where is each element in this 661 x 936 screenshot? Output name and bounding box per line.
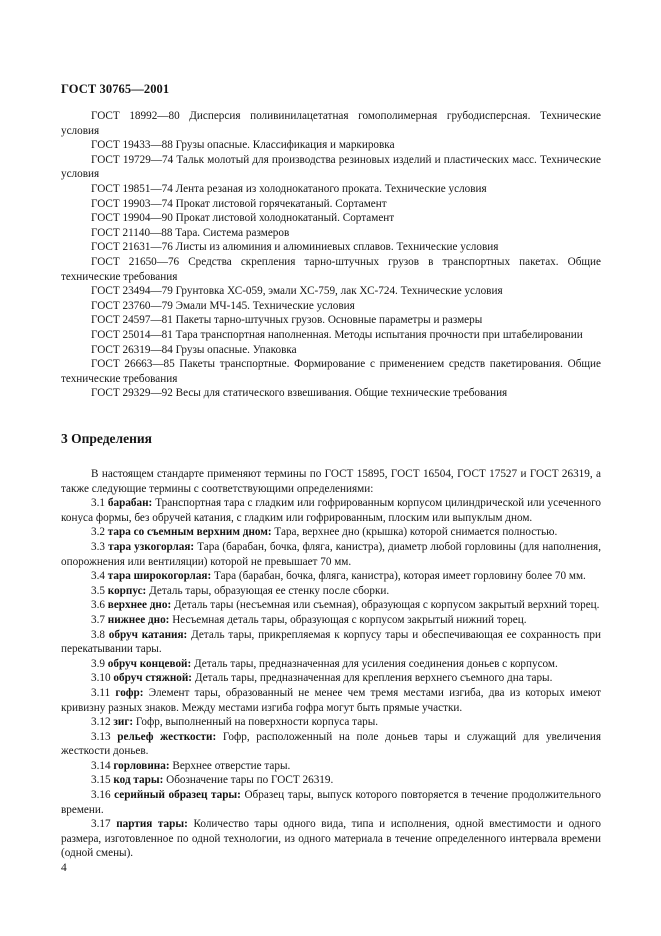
definition-term: гофр: [115, 686, 144, 699]
definition-item [61, 613, 601, 628]
definition-item [61, 657, 601, 672]
reference-item: ГОСТ 23760—79 Эмали МЧ-145. Технические условия [91, 299, 355, 312]
definition-number: 3.11 [91, 686, 111, 699]
definition-item [61, 540, 601, 569]
definition-term: обруч катания: [108, 628, 188, 641]
definition-text: Гофр, расположенный на поле доньев тары и служащий для увеличения жесткости доньев. [61, 730, 602, 758]
definition-text: Деталь тары (несъемная или съемная), образующая с корпусом закрытый верхний торец. [174, 599, 600, 612]
definition-term: тара со съемным верхним дном: [107, 526, 272, 539]
definition-term: обруч стяжной: [113, 672, 193, 685]
reference-item: ГОСТ 26663—85 Пакеты транспортные. Формирование с применением средств пакетирования. Общие технические требования [61, 358, 601, 385]
definition-number: 3.1 [91, 497, 105, 510]
reference-item: ГОСТ 19851—74 Лента резаная из холоднокатаного проката. Технические условия [91, 182, 487, 195]
definition-number: 3.4 [91, 570, 105, 583]
definition-item [61, 584, 601, 599]
definition-text: Обозначение тары по ГОСТ 26319. [166, 774, 334, 787]
definition-item [61, 730, 601, 759]
definition-term: барабан: [107, 497, 153, 510]
definition-number: 3.9 [91, 657, 105, 670]
definition-number: 3.17 [91, 818, 111, 831]
definitions-section [61, 467, 601, 861]
definition-term: нижнее дно: [107, 613, 170, 626]
section-title: 3 Определения [61, 431, 152, 446]
definition-text: Деталь тары, образующая ее стенку после сборки. [149, 584, 390, 597]
definition-term: тара узкогорлая: [108, 540, 195, 553]
reference-item: ГОСТ 19904—90 Прокат листовой холоднокатаный. Сортамент [91, 212, 395, 225]
definition-term: корпус: [107, 584, 147, 597]
reference-item: ГОСТ 29329—92 Весы для статического взвешивания. Общие технические требования [91, 387, 508, 400]
definition-text: Деталь тары, предназначенная для крепления верхнего съемного дна тары. [194, 672, 553, 685]
definition-term: обруч концевой: [107, 657, 192, 670]
definition-number: 3.3 [91, 540, 105, 553]
definition-item [61, 598, 601, 613]
definition-number: 3.2 [91, 526, 105, 539]
definition-term: код тары: [113, 774, 164, 787]
definition-number: 3.13 [91, 730, 111, 743]
definition-term: тара широкогорлая: [107, 570, 212, 583]
definition-item [61, 817, 601, 861]
definition-item [61, 671, 601, 686]
reference-item: ГОСТ 19903—74 Прокат листовой горячекатаный. Сортамент [91, 197, 387, 210]
definition-item [61, 569, 601, 584]
definitions-intro: В настоящем стандарте применяют термины по ГОСТ 15895, ГОСТ 16504, ГОСТ 17527 и ГОСТ 26319, а также следующие термины с соответствующими определениями: [61, 468, 601, 495]
definition-item [61, 788, 601, 817]
definition-item [61, 715, 601, 730]
definition-number: 3.5 [91, 584, 105, 597]
reference-item: ГОСТ 21140—88 Тара. Система размеров [91, 226, 290, 239]
definition-number: 3.15 [91, 774, 111, 787]
definition-item [61, 525, 601, 540]
definition-term: верхнее дно: [107, 599, 172, 612]
reference-item: ГОСТ 19729—74 Тальк молотый для производства резиновых изделий и пластических масс. Технические условия [61, 153, 601, 181]
definition-item [61, 628, 601, 657]
definition-term: горловина: [113, 759, 170, 772]
reference-item: ГОСТ 23494—79 Грунтовка ХС-059, эмали ХС-759, лак ХС-724. Технические условия [91, 285, 503, 298]
definition-text: Тара (барабан, бочка, фляга, канистра), которая имеет горловину более 70 мм. [214, 570, 586, 583]
definition-text: Деталь тары, предназначенная для усиления соединения доньев с корпусом. [194, 657, 558, 670]
definition-text: Тара (барабан, бочка, фляга, канистра), диаметр любой горловины (для наполнения, опорожнения или вентиляции) которой не превышает 70 мм. [61, 540, 602, 568]
reference-item: ГОСТ 21650—76 Средства скрепления тарно-штучных грузов в транспортных пакетах. Общие технические требования [61, 255, 601, 283]
definition-item [61, 496, 601, 525]
definition-item [61, 686, 601, 715]
definition-text: Тара, верхнее дно (крышка) которой снимается полностью. [274, 526, 558, 539]
definition-number: 3.8 [91, 628, 105, 641]
definition-text: Транспортная тара с гладким или гофрированным корпусом цилиндрической или усеченного конуса формы, без обручей катания, с гладким или гофрированным, плоским или выпуклым дном. [61, 497, 601, 524]
reference-item: ГОСТ 21631—76 Листы из алюминия и алюминиевых сплавов. Технические условия [91, 241, 499, 254]
definition-text: Несъемная деталь тары, образующая с корпусом закрытый нижний торец. [172, 613, 527, 626]
definition-term: рельеф жесткости: [117, 730, 217, 743]
definition-number: 3.12 [91, 716, 111, 729]
definition-text: Образец тары, выпуск которого повторяется в течение продолжительного времени. [61, 789, 601, 816]
definition-text: Верхнее отверстие тары. [172, 759, 291, 772]
reference-item: ГОСТ 26319—84 Грузы опасные. Упаковка [91, 343, 297, 356]
reference-item: ГОСТ 24597—81 Пакеты тарно-штучных грузов. Основные параметры и размеры [91, 314, 483, 327]
definition-item [61, 773, 601, 788]
definition-number: 3.10 [91, 672, 111, 685]
definition-text: Элемент тары, образованный не менее чем тремя местами изгиба, два из которых имеют кривизну разных знаков. Между местами изгиба гофра могут быть прямые участки. [61, 686, 602, 714]
definition-term: зиг: [113, 716, 134, 729]
definition-text: Деталь тары, прикрепляемая к корпусу тары и обеспечивающая ее сохранность при перекатывании тары. [61, 628, 601, 656]
definition-text: Гофр, выполненный на поверхности корпуса тары. [135, 716, 379, 729]
definition-number: 3.14 [91, 759, 111, 772]
definition-term: партия тары: [116, 818, 188, 831]
reference-list [61, 109, 601, 401]
definition-number: 3.6 [91, 599, 105, 612]
definition-number: 3.7 [91, 613, 105, 626]
reference-item: ГОСТ 18992—80 Дисперсия поливинилацетатная гомополимерная грубодисперсная. Технические условия [61, 110, 601, 137]
definition-item [61, 759, 601, 774]
page-number: 4 [61, 862, 67, 874]
reference-item: ГОСТ 19433—88 Грузы опасные. Классификация и маркировка [91, 139, 395, 152]
document-header: ГОСТ 30765—2001 [61, 82, 170, 96]
definition-text: Количество тары одного вида, типа и исполнения, одной вместимости и одного размера, изготовленное по одной технологии, из одного материала в течение определенного интервала времени (одной смены). [61, 818, 602, 860]
definition-term: серийный образец тары: [114, 789, 241, 802]
reference-item: ГОСТ 25014—81 Тара транспортная наполненная. Методы испытания прочности при штабелировании [91, 328, 583, 341]
definition-number: 3.16 [91, 789, 111, 802]
